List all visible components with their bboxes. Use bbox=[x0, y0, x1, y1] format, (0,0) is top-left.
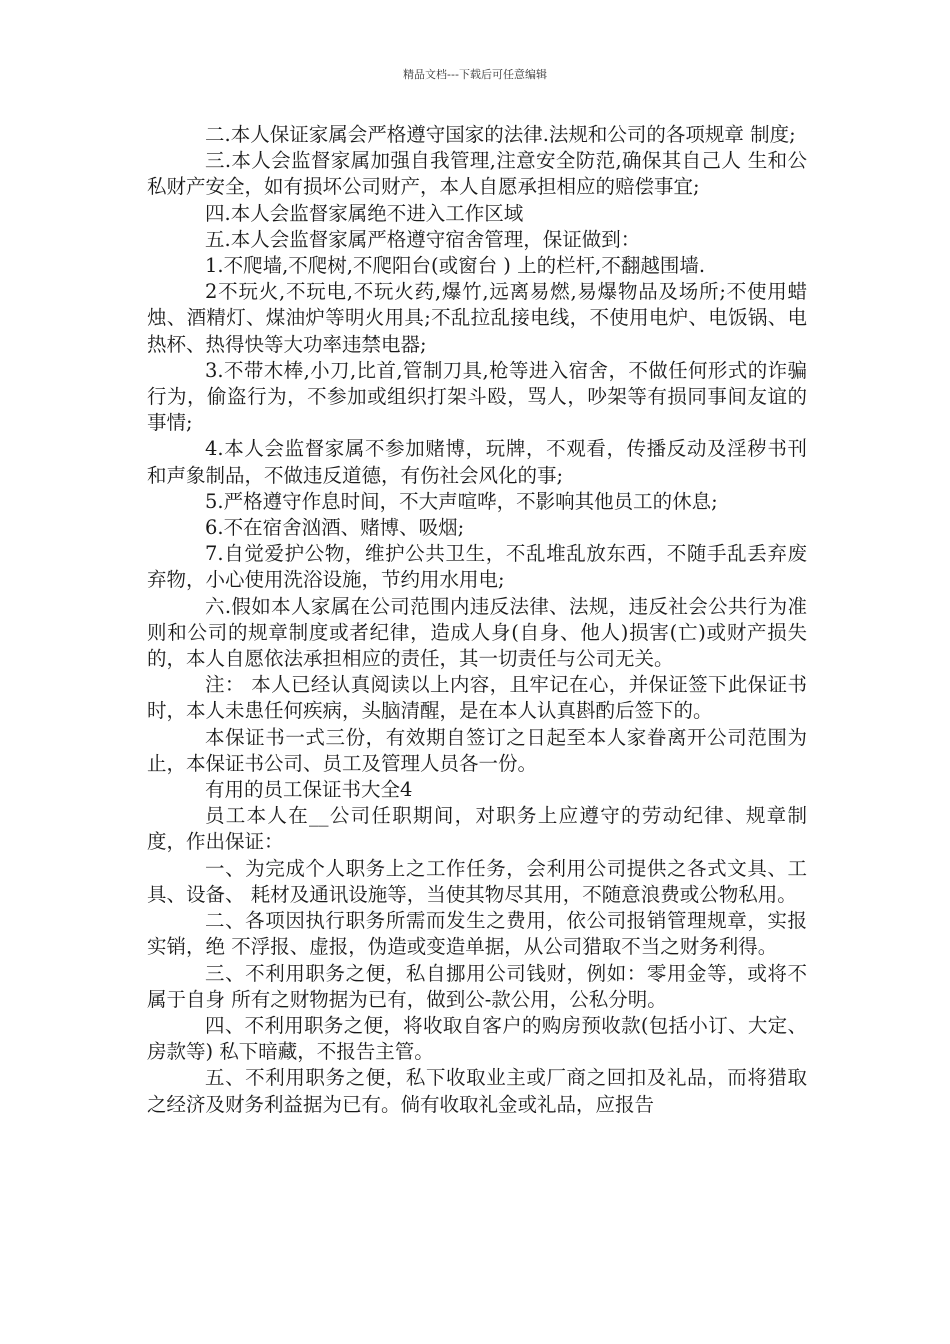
paragraph: 本保证书一式三份，有效期自签订之日起至本人家眷离开公司范围为止，本保证书公司、员工及管理人员各一份。 bbox=[147, 725, 807, 775]
section-title: 有用的员工保证书大全4 bbox=[205, 778, 413, 802]
paragraph: 3.不带木棒,小刀,比首,管制刀具,枪等进入宿舍，不做任何形式的诈骗行为，偷盗行为，不参加或组织打架斗殴，骂人，吵架等有损同事间友谊的事情; bbox=[147, 358, 807, 435]
paragraph: 6.不在宿舍汹酒、赌博、吸烟; bbox=[205, 516, 465, 540]
paragraph: 5.严格遵守作息时间，不大声喧哗，不影响其他员工的休息; bbox=[205, 489, 718, 513]
paragraph: 1.不爬墙,不爬树,不爬阳台(或窗台 ) 上的栏杆,不翻越围墙. bbox=[205, 254, 706, 278]
paragraph: 一、为完成个人职务上之工作任务，会利用公司提供之各式文具、工具、设备、 耗材及通讯设施等，当使其物尽其用，不随意浪费或公物私用。 bbox=[147, 856, 807, 906]
paragraph: 员工本人在__公司任职期间，对职务上应遵守的劳动纪律、规章制度，作出保证： bbox=[147, 804, 807, 854]
paragraph: 4.本人会监督家属不参加赌博，玩牌，不观看，传播反动及淫秽书刊和声象制品，不做违反道德，有伤社会风化的事; bbox=[147, 437, 807, 487]
paragraph: 7.自觉爱护公物，维护公共卫生，不乱堆乱放东西，不随手乱丢弃废弃物，小心使用洗浴设施，节约用水用电; bbox=[147, 542, 807, 592]
paragraph: 三、不利用职务之便，私自挪用公司钱财，例如：零用金等，或将不属于自身 所有之财物据为已有，做到公-款公用，公私分明。 bbox=[147, 961, 807, 1011]
paragraph: 四.本人会监督家属绝不进入工作区域 bbox=[205, 201, 524, 225]
page-header: 精品文档---下载后可任意编辑 bbox=[403, 68, 547, 81]
document-body bbox=[147, 122, 807, 1118]
paragraph: 六.假如本人家属在公司范围内违反法律、法规，违反社会公共行为准则和公司的规章制度或者纪律，造成人身(自身、他人)损害(亡)或财产损失的，本人自愿依法承担相应的责任，其一切责任与公司无关。 bbox=[147, 594, 807, 671]
paragraph: 注： 本人已经认真阅读以上内容，且牢记在心，并保证签下此保证书时，本人未患任何疾病，头脑清醒，是在本人认真斟酌后签下的。 bbox=[147, 673, 807, 723]
paragraph: 2不玩火,不玩电,不玩火药,爆竹,远离易燃,易爆物品及场所;不使用蜡烛、酒精灯、煤油炉等明火用具;不乱拉乱接电线，不使用电炉、电饭锅、电热杯、热得快等大功率违禁电器; bbox=[147, 280, 807, 356]
paragraph: 三.本人会监督家属加强自我管理,注意安全防范,确保其自己人 生和公私财产安全，如有损坏公司财产，本人自愿承担相应的赔偿事宜; bbox=[147, 149, 807, 199]
paragraph: 五.本人会监督家属严格遵守宿舍管理，保证做到： bbox=[205, 227, 641, 251]
paragraph: 四、不利用职务之便，将收取自客户的购房预收款(包括小订、大定、房款等) 私下暗藏，不报告主管。 bbox=[147, 1013, 807, 1064]
paragraph: 五、不利用职务之便，私下收取业主或厂商之回扣及礼品，而将猎取之经济及财务利益据为已有。倘有收取礼金或礼品，应报告 bbox=[147, 1066, 807, 1116]
paragraph: 二.本人保证家属会严格遵守国家的法律.法规和公司的各项规章 制度; bbox=[205, 123, 796, 146]
paragraph: 二、各项因执行职务所需而发生之费用，依公司报销管理规章，实报实销，绝 不浮报、虚报，伪造或变造单据，从公司猎取不当之财务利得。 bbox=[147, 909, 807, 959]
